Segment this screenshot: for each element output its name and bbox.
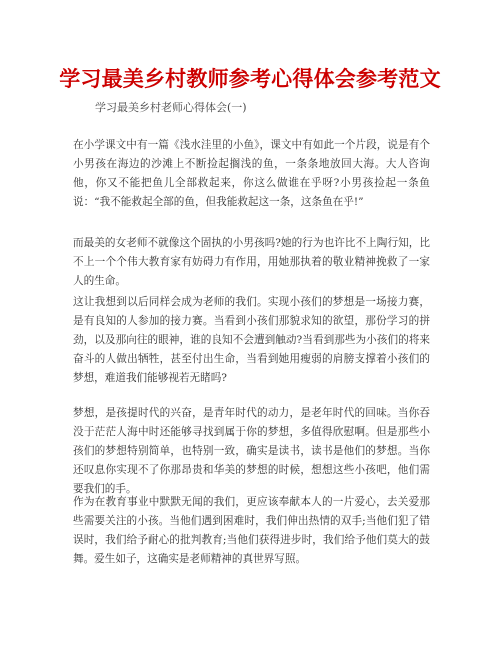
paragraph-3: 这让我想到以后同样会成为老师的我们。实现小孩们的梦想是一场接力赛，是有良知的人参加的接力赛。当看到小孩们那貌求知的欲望，那份学习的拼劲，以及那向往的眼神，谁的良知不会遭到触动?当看到那些为小孩们的将来奋斗的人做出牺牲，甚至付出生命，当看到她用瘦弱的肩膀支撑着小孩们的梦想，难道我们能够视若无睹吗?: [73, 296, 430, 384]
document-subtitle: 学习最美乡村老师心得体会(一): [95, 101, 247, 114]
paragraph-2: 而最美的女老师不就像这个固执的小男孩吗?她的行为也许比不上陶行知，比不上一个个伟大教育家有妨碍力有作用，用她那执着的敬业精神挽救了一家人的生命。: [73, 237, 430, 287]
document-title: 学习最美乡村教师参考心得体会参考范文: [59, 67, 441, 91]
paragraph-4: 梦想，是孩提时代的兴奋，是青年时代的动力，是老年时代的回味。当你吞没于茫茫人海中时还能够寻找到属于你的梦想，多值得欣慰啊。但是那些小孩们的梦想特别简单，也特别一致，确实是读书，读书是他们的梦想。当你还叹息你实现不了你那昂贵和华美的梦想的时候，想想这些小孩吧，他们需要我们的手。: [73, 407, 430, 495]
paragraph-1: 在小学课文中有一篇《浅水洼里的小鱼》，课文中有如此一个片段，说是有个小男孩在海边的沙滩上不断捡起搁浅的鱼，一条条地放回大海。大人咨询他，你又不能把鱼儿全部救起来，你这么做谁在乎呀?小男孩捡起一条鱼说：“我不能救起全部的鱼，但我能救起这一条，这条鱼在乎!”: [73, 139, 430, 208]
paragraph-5: 作为在教育事业中默默无闻的我们，更应该奉献本人的一片爱心，去关爱那些需要关注的小孩。当他们遇到困难时，我们伸出热情的双手;当他们犯了错误时，我们给予耐心的批判教育;当他们获得进步时，我们给予他们莫大的鼓舞。爱生如子，这确实是老师精神的真世界写照。: [73, 496, 430, 565]
